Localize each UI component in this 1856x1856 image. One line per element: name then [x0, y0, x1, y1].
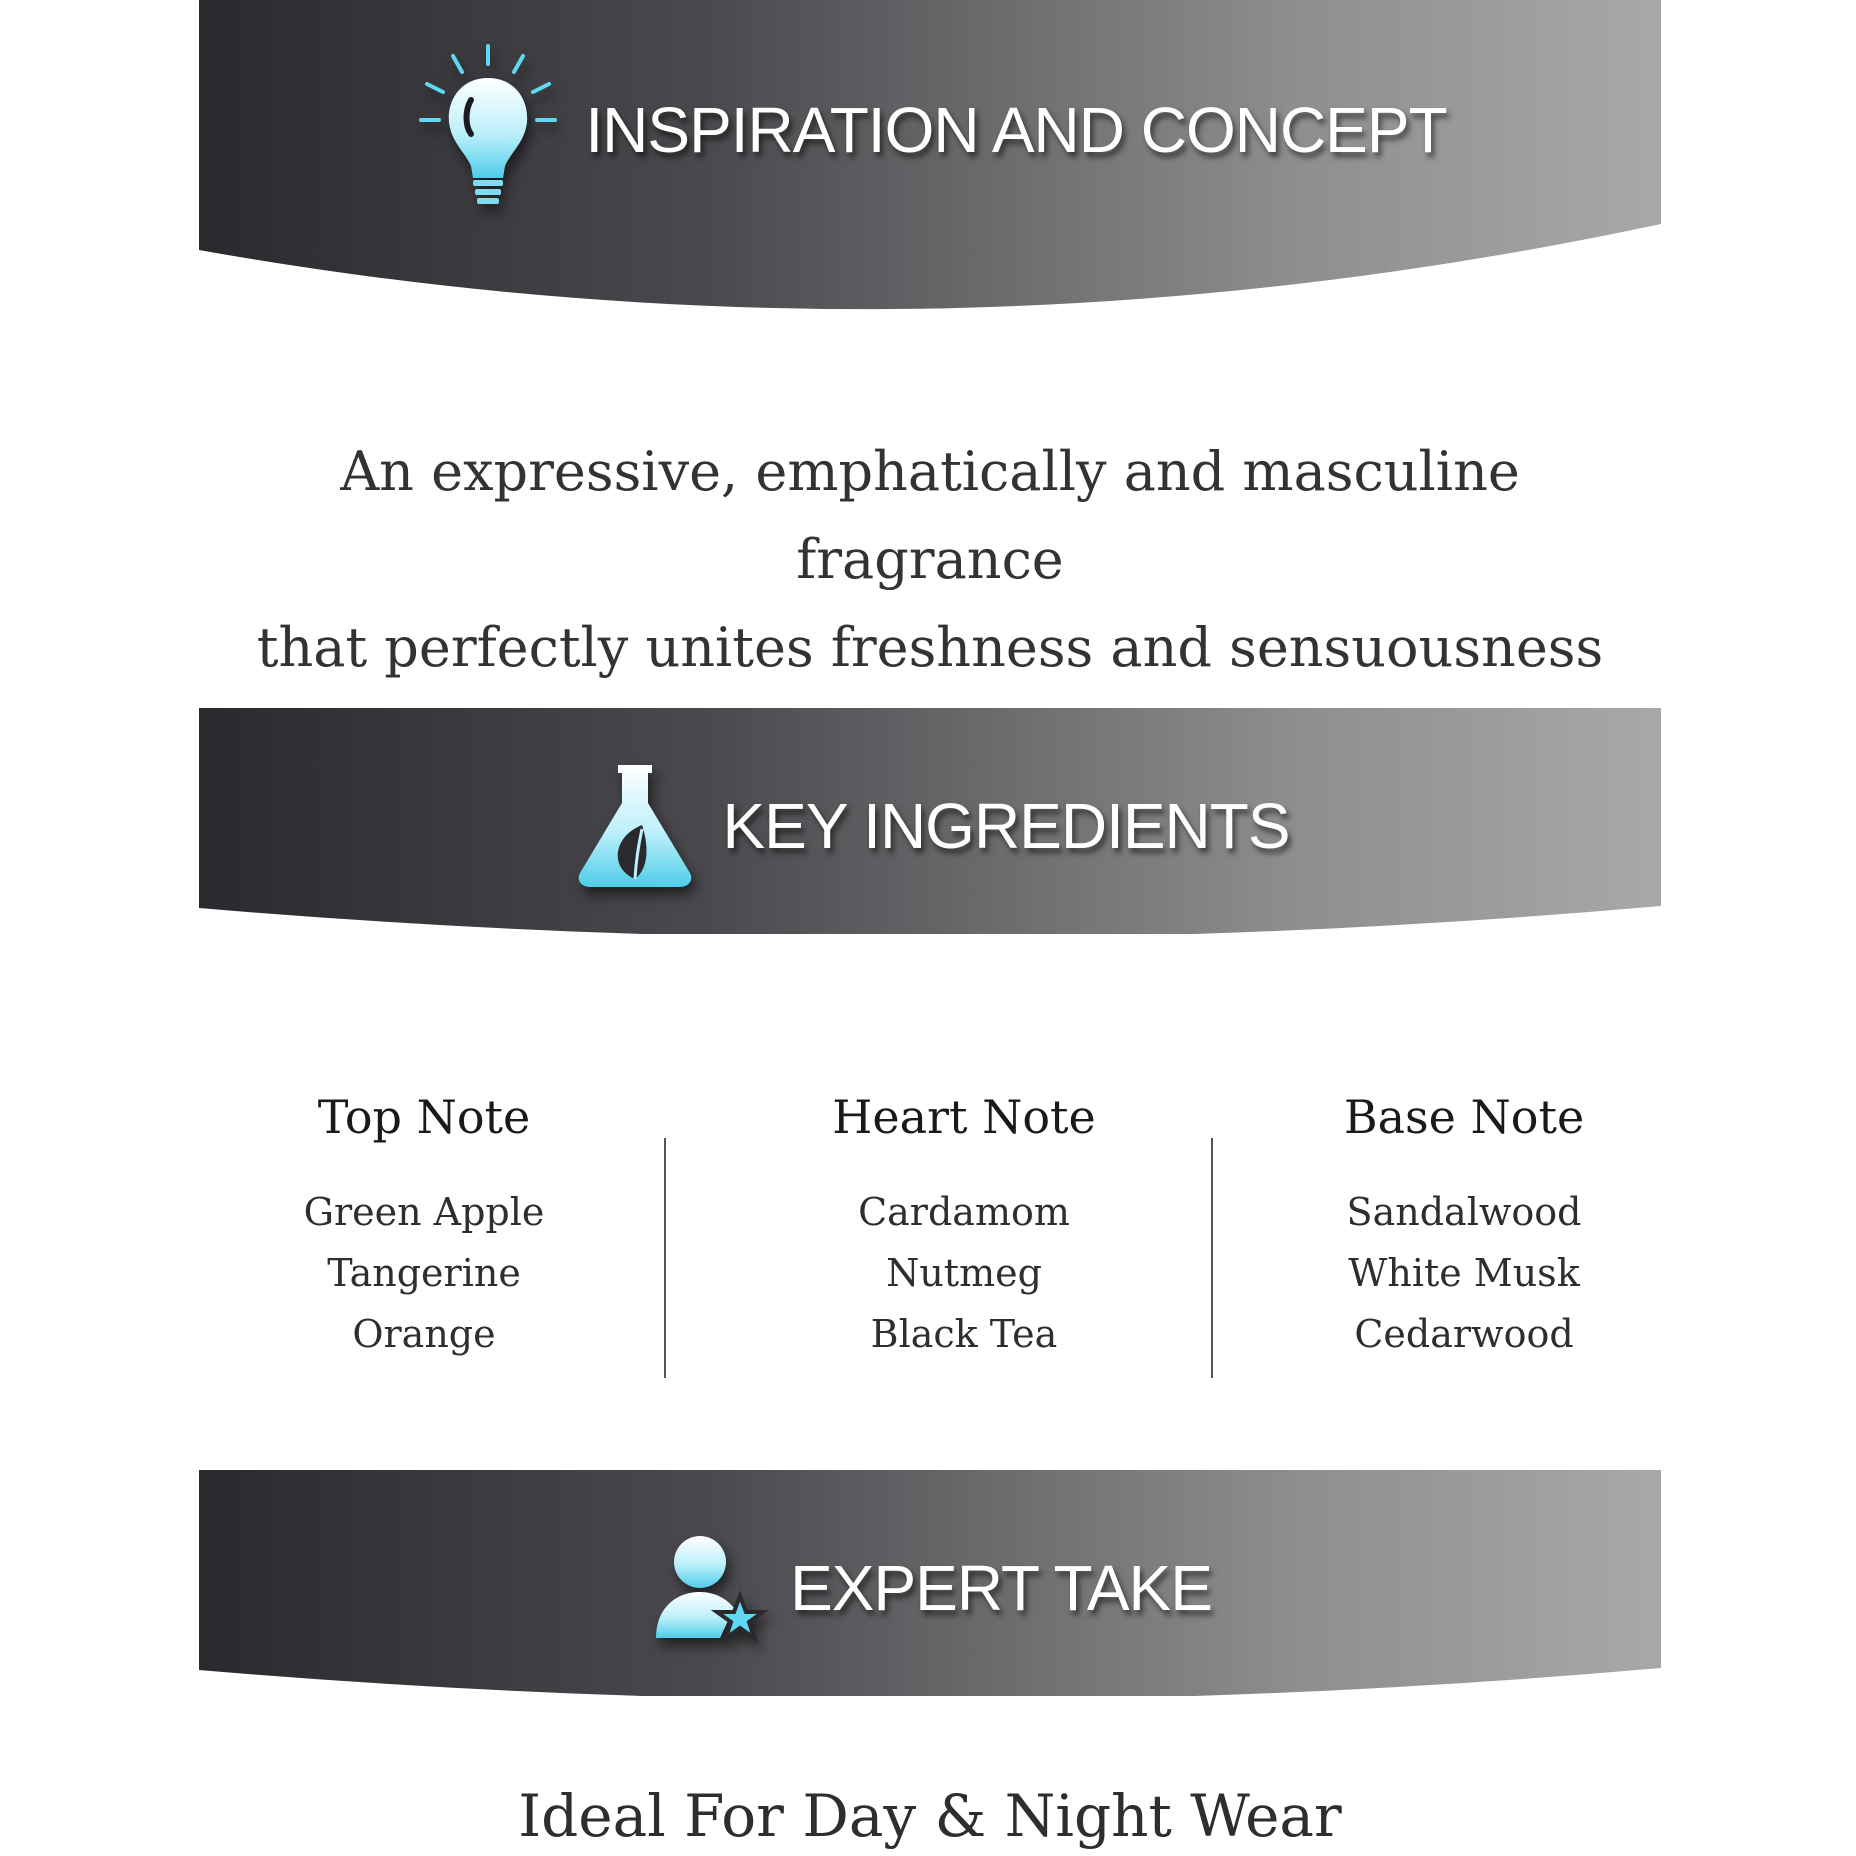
- flask-leaf-icon: [570, 759, 700, 893]
- list-item: Orange: [352, 1312, 496, 1356]
- lightbulb-icon: [413, 38, 563, 222]
- user-star-icon: [648, 1526, 768, 1650]
- banner-title: EXPERT TAKE: [790, 1552, 1212, 1624]
- expert-statement: Ideal For Day & Night Wear: [518, 1782, 1342, 1850]
- list-item: Cedarwood: [1354, 1312, 1574, 1356]
- banner-inspiration: [199, 0, 1661, 310]
- concept-description: [200, 428, 1660, 692]
- list-item: Cardamom: [858, 1190, 1070, 1234]
- top-note-heading: Top Note: [317, 1090, 531, 1144]
- list-item: Sandalwood: [1346, 1190, 1582, 1234]
- base-note-heading: Base Note: [1343, 1090, 1585, 1144]
- list-item: White Musk: [1348, 1251, 1580, 1295]
- list-item: Green Apple: [303, 1190, 545, 1234]
- top-note-column: [259, 1090, 589, 1365]
- banner-expert-take: [199, 1470, 1661, 1696]
- list-item: Tangerine: [327, 1251, 521, 1295]
- base-note-column: [1299, 1090, 1629, 1365]
- banner-title: KEY INGREDIENTS: [722, 790, 1290, 862]
- fragrance-notes: [199, 1090, 1661, 1390]
- list-item: Nutmeg: [886, 1251, 1042, 1295]
- heart-note-column: [789, 1090, 1139, 1365]
- concept-line-1: An expressive, emphatically and masculine fragrance: [340, 440, 1520, 591]
- concept-line-2: that perfectly unites freshness and sensuousness: [256, 616, 1604, 679]
- column-divider: [1211, 1138, 1213, 1378]
- banner-key-ingredients: [199, 708, 1661, 934]
- heart-note-heading: Heart Note: [832, 1090, 1096, 1144]
- list-item: Black Tea: [870, 1312, 1058, 1356]
- column-divider: [664, 1138, 666, 1378]
- banner-title: INSPIRATION AND CONCEPT: [585, 94, 1447, 166]
